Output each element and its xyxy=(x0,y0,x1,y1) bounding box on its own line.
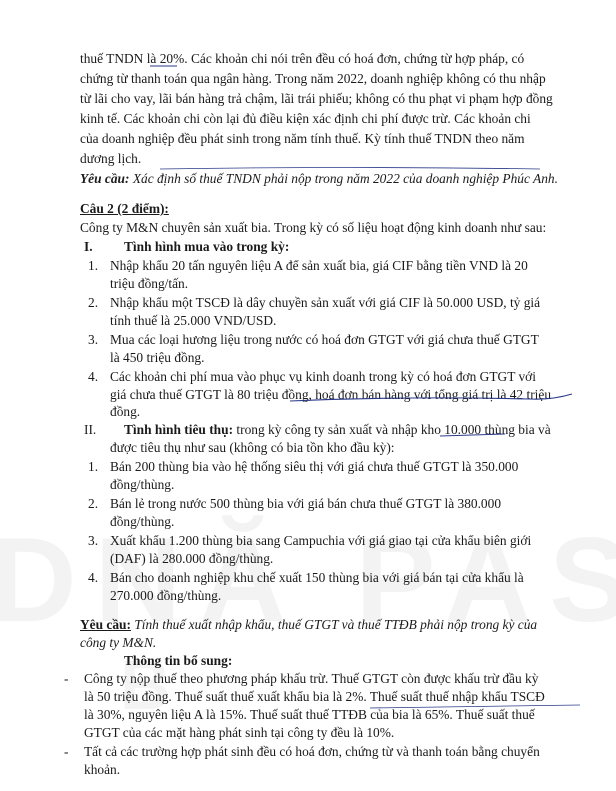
q2-requirement-line-2: công ty M&N. xyxy=(80,635,157,650)
section2-heading-line-2: được tiêu thụ như sau (không có bia tồn kho đầu kỳ): xyxy=(110,440,395,455)
s1-item-1-num: 1. xyxy=(88,258,99,273)
s2-item-2-line-2: đồng/thùng. xyxy=(110,514,175,529)
s1-item-1-line-2: triệu đồng/tấn. xyxy=(110,276,189,291)
s1-item-4-line-2: giá chưa thuế GTGT là 80 triệu đồng, hoá đơn bán hàng với tổng giá trị là 42 triệu xyxy=(110,387,552,402)
q1-line-4: kinh tế. Các khoản chi còn lại đủ điều kiện xác định chi phí được trừ. Các khoản chi xyxy=(80,111,531,126)
q1-line-6: dương lịch. xyxy=(80,151,142,166)
extra-info-heading: Thông tin bổ sung: xyxy=(124,653,233,668)
s2-item-1-num: 1. xyxy=(88,459,99,474)
s2-item-4-line-2: 270.000 đồng/thùng. xyxy=(110,588,222,603)
extra-item-1-line-3: là 30%, nguyên liệu A là 15%. Thuế suất thuế TTĐB của bia là 65%. Thuế suất thuế xyxy=(84,707,535,722)
q1-requirement-label: Yêu cầu: xyxy=(80,171,130,186)
q2-requirement xyxy=(80,616,537,634)
q2-requirement-label: Yêu cầu: xyxy=(80,617,131,632)
extra-item-1-line-1: Công ty nộp thuế theo phương pháp khấu trừ. Thuế GTGT còn được khấu trừ đầu kỳ xyxy=(84,671,539,686)
s2-item-3-line-2: (DAF) là 280.000 đồng/thùng. xyxy=(110,551,274,566)
extra-item-2-line-2: khoản. xyxy=(84,762,121,777)
q1-line-2: chứng từ thanh toán qua ngân hàng. Trong năm 2022, doanh nghiệp không có thu nhập xyxy=(80,71,546,86)
s2-item-2-line-1: Bán lẻ trong nước 500 thùng bia với giá bán chưa thuế GTGT là 380.000 xyxy=(110,496,502,511)
s2-item-4-line-1: Bán cho doanh nghiệp khu chế xuất 150 thùng bia với giá bán tại cửa khẩu là xyxy=(110,570,524,585)
s2-item-1-line-2: đồng/thùng. xyxy=(110,477,175,492)
s1-item-4-num: 4. xyxy=(88,369,99,384)
q1-line-1: thuế TNDN là 20%. Các khoản chi nói trên đều có hoá đơn, chứng từ hợp pháp, có xyxy=(80,51,525,66)
s2-item-4-num: 4. xyxy=(88,570,99,585)
underline-q1-line-6 xyxy=(160,168,540,170)
s1-item-4-line-1: Các khoản chi phí mua vào phục vụ kinh doanh trong kỳ có hoá đơn GTGT với xyxy=(110,369,536,384)
s1-item-1-line-1: Nhập khẩu 20 tấn nguyên liệu A để sản xuất bia, giá CIF bằng tiền VND là 20 xyxy=(110,258,528,273)
s2-item-3-line-1: Xuất khẩu 1.200 thùng bia sang Campuchia với giá giao tại cửa khẩu biên giới xyxy=(110,533,532,548)
q2-requirement-line-1: Tính thuế xuất nhập khẩu, thuế GTGT và thuế TTĐB phải nộp trong kỳ của xyxy=(130,617,538,632)
section1-heading: Tình hình mua vào trong kỳ: xyxy=(124,239,290,254)
s1-item-3-line-2: là 450 triệu đồng. xyxy=(110,350,205,365)
q1-line-3: từ lãi cho vay, lãi bán hàng trả chậm, lãi trái phiếu; không có thu phạt vi phạm hợp đồng xyxy=(80,91,553,106)
section1-numeral: I. xyxy=(84,239,93,254)
q1-line-5: của doanh nghiệp đều phát sinh trong năm tính thuế. Kỳ tính thuế TNDN theo năm xyxy=(80,131,525,146)
section2-heading-rest: trong kỳ công ty sản xuất và nhập kho 10.000 thùng bia và xyxy=(233,422,551,437)
s1-item-3-line-1: Mua các loại hương liệu trong nước có hoá đơn GTGT với giá chưa thuế GTGT xyxy=(110,332,539,347)
section2-heading-row xyxy=(124,421,551,439)
s2-item-3-num: 3. xyxy=(88,533,99,548)
s1-item-2-num: 2. xyxy=(88,295,99,310)
q2-intro: Công ty M&N chuyên sản xuất bia. Trong kỳ có số liệu hoạt động kinh doanh như sau: xyxy=(80,220,547,235)
extra-item-1-dash: - xyxy=(64,671,69,686)
extra-item-2-line-1: Tất cả các trường hợp phát sinh đều có hoá đơn, chứng từ và thanh toán bằng chuyển xyxy=(84,744,540,759)
s2-item-1-line-1: Bán 200 thùng bia vào hệ thống siêu thị với giá chưa thuế GTGT là 350.000 xyxy=(110,459,519,474)
extra-item-2-dash: - xyxy=(64,744,69,759)
q2-title: Câu 2 (2 điểm): xyxy=(80,201,169,216)
s1-item-2-line-1: Nhập khẩu một TSCĐ là dây chuyền sản xuất với giá CIF là 50.000 USD, tỷ giá xyxy=(110,295,541,310)
q1-requirement-text: Xác định số thuế TNDN phải nộp trong năm 2022 của doanh nghiệp Phúc Anh. xyxy=(129,171,558,186)
s1-item-3-num: 3. xyxy=(88,332,99,347)
q1-requirement xyxy=(80,170,558,188)
extra-item-1-line-2: là 50 triệu đồng. Thuế suất thuế xuất khẩu bia là 2%. Thuế suất thuế nhập khẩu TSCĐ xyxy=(84,689,545,704)
s2-item-2-num: 2. xyxy=(88,496,99,511)
s1-item-4-line-3: đồng. xyxy=(110,404,141,419)
s1-item-2-line-2: tính thuế là 25.000 VND/USD. xyxy=(110,313,277,328)
section2-numeral: II. xyxy=(84,422,97,437)
section2-heading: Tình hình tiêu thụ: xyxy=(124,422,234,437)
extra-item-1-line-4: GTGT của các mặt hàng phát sinh tại công ty đều là 10%. xyxy=(84,725,395,740)
